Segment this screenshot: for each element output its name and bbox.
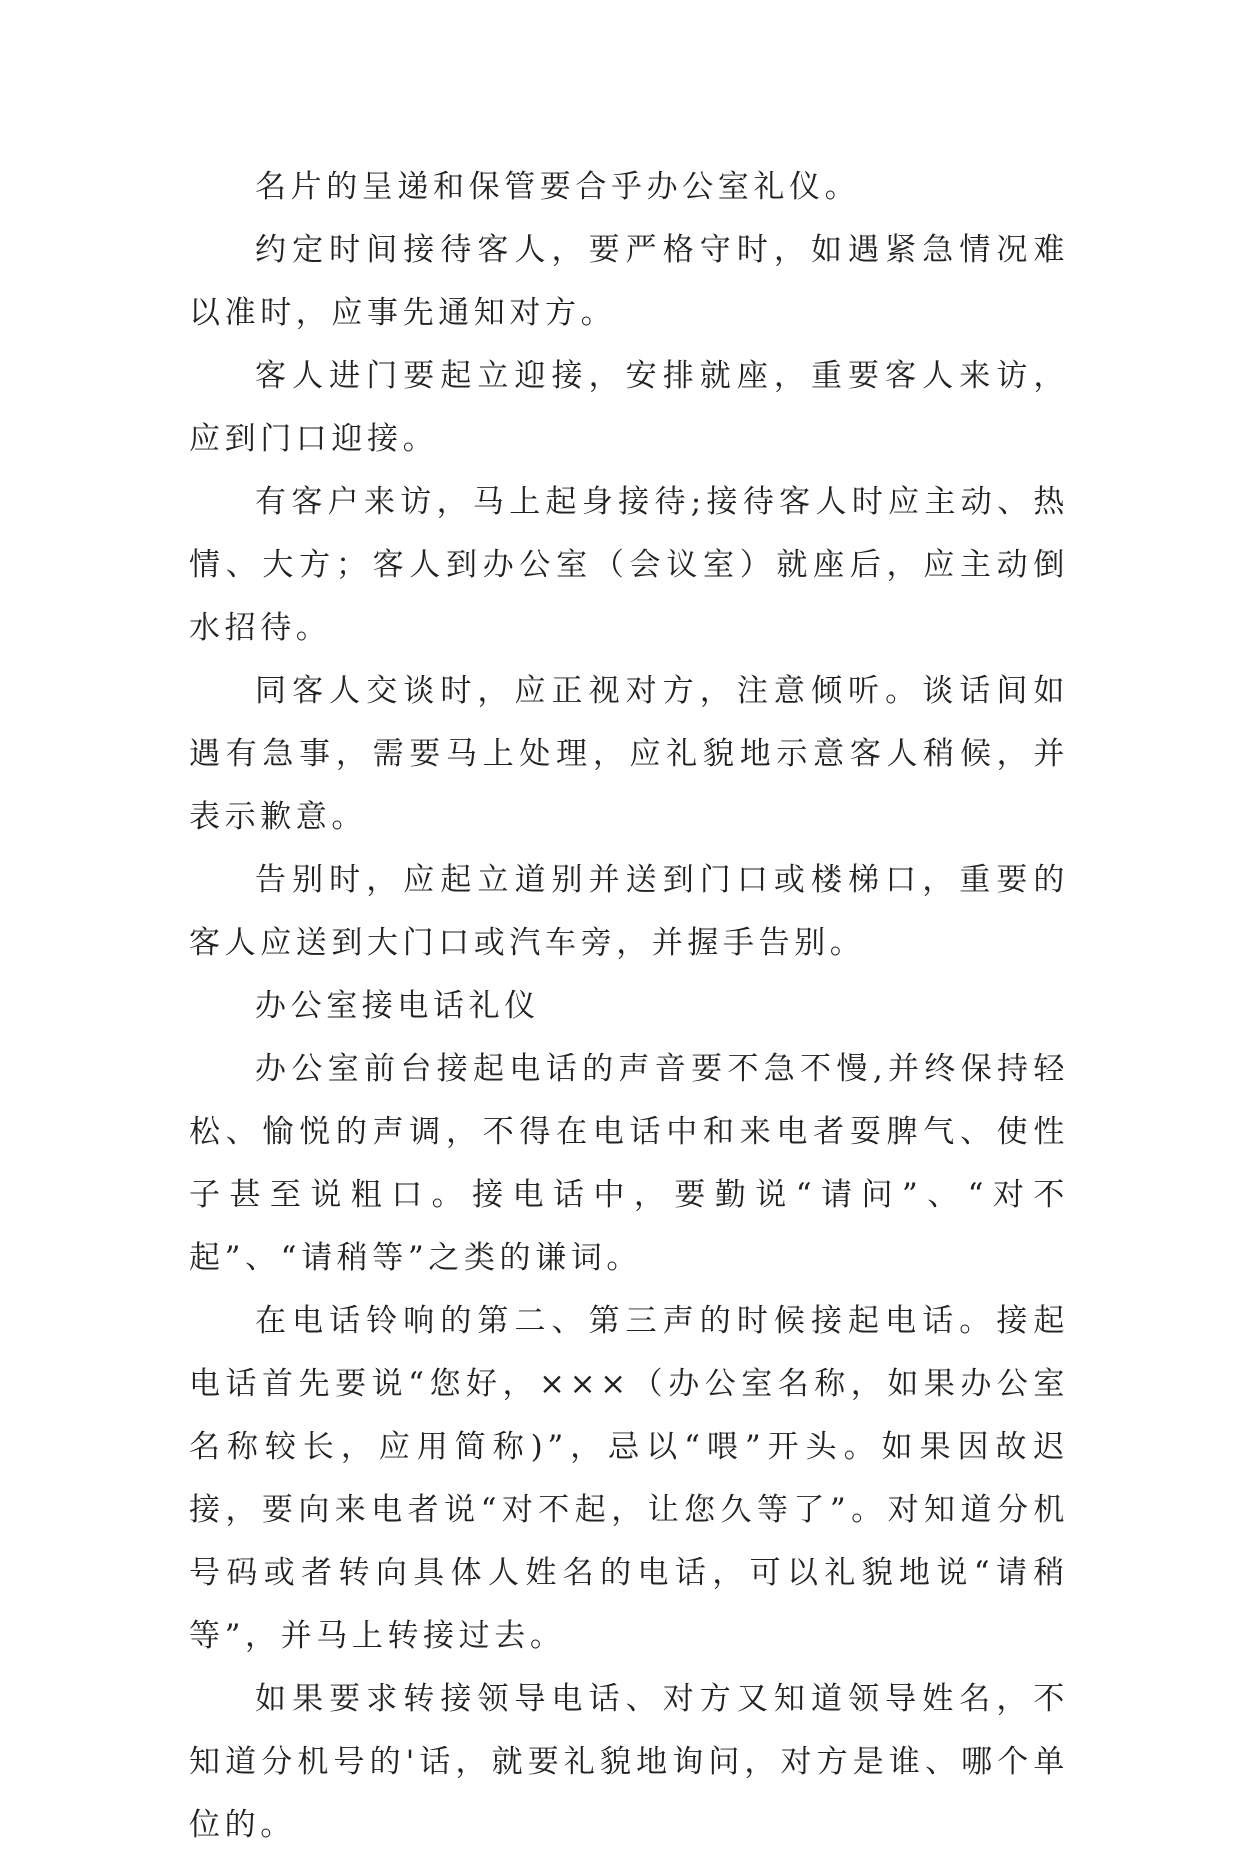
paragraph-business-card: 名片的呈递和保管要合乎办公室礼仪。 — [255, 169, 861, 205]
paragraph-greeting-guests: 客人进门要起立迎接，安排就座，重要客人来访，应到门口迎接。 — [189, 358, 1069, 457]
document-body — [189, 156, 1069, 1857]
paragraph-conversation: 同客人交谈时，应正视对方，注意倾听。谈话间如遇有急事，需要马上处理，应礼貌地示意客人稍候，并表示歉意。 — [189, 673, 1069, 835]
paragraph-phone-tone: 办公室前台接起电话的声音要不急不慢,并终保持轻松、愉悦的声调，不得在电话中和来电者耍脾气、使性子甚至说粗口。接电话中，要勤说“请问”、“对不起”、“请稍等”之类的谦词。 — [189, 1051, 1069, 1276]
paragraph-punctuality: 约定时间接待客人，要严格守时，如遇紧急情况难以准时，应事先通知对方。 — [189, 232, 1069, 331]
paragraph-farewell: 告别时，应起立道别并送到门口或楼梯口，重要的客人应送到大门口或汽车旁，并握手告别。 — [189, 862, 1069, 961]
paragraph-answering-calls: 在电话铃响的第二、第三声的时候接起电话。接起电话首先要说“您好，×××（办公室名称，如果办公室名称较长，应用简称)”，忌以“喂”开头。如果因故迟接，要向来电者说“对不起，让您久等了”。对知道分机号码或者转向具体人姓名的电话，可以礼貌地说“请稍等”，并马上转接过去。 — [189, 1303, 1069, 1654]
paragraph-receiving-clients: 有客户来访，马上起身接待;接待客人时应主动、热情、大方；客人到办公室（会议室）就座后，应主动倒水招待。 — [189, 484, 1069, 646]
paragraph-transfer-calls: 如果要求转接领导电话、对方又知道领导姓名，不知道分机号的'话，就要礼貌地询问，对方是谁、哪个单位的。 — [189, 1681, 1069, 1843]
section-heading-phone-etiquette: 办公室接电话礼仪 — [255, 988, 540, 1024]
